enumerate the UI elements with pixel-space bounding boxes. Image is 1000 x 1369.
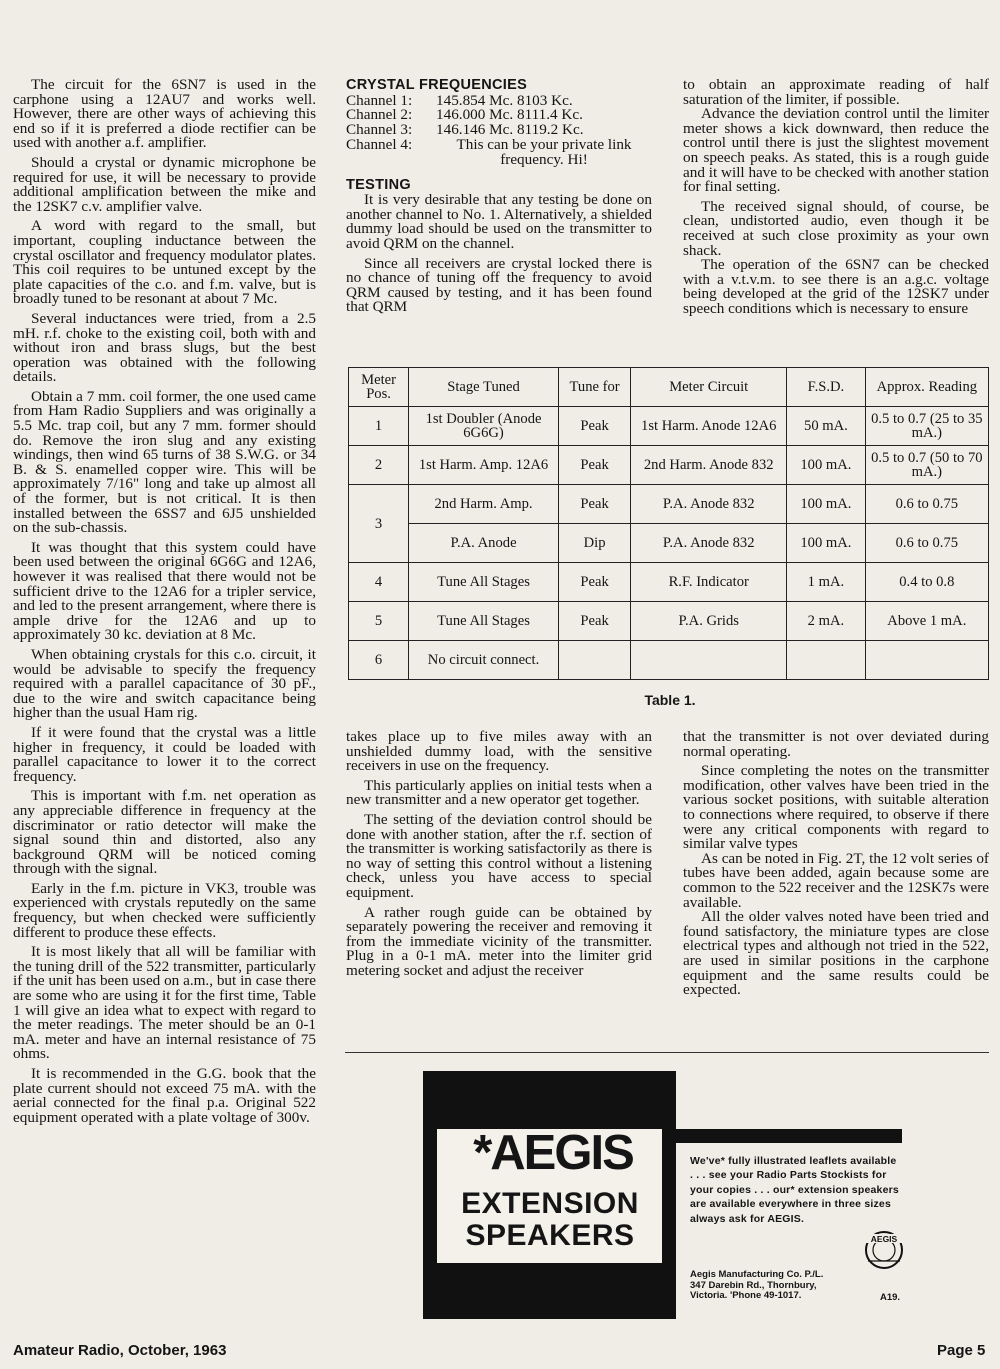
paragraph: that the transmitter is not over deviated during normal operating. (683, 728, 989, 760)
paragraph: Several inductances were tried, from a 2.5 mH. r.f. choke to the existing coil, both with and without iron and brass slugs, but the best operation was obtained with the following details. (13, 309, 316, 386)
cell-tune: Peak (558, 446, 630, 485)
cell-fsd: 100 mA. (787, 446, 865, 485)
table-row (349, 563, 989, 602)
cell-stage: 1st Harm. Amp. 12A6 (409, 446, 559, 485)
column-header: F.S.D. (787, 368, 865, 407)
cell-reading: 0.5 to 0.7 (50 to 70 mA.) (865, 446, 988, 485)
aegis-logo-icon (858, 1225, 910, 1275)
column-header: Meter Pos. (349, 368, 409, 407)
cell-reading (865, 641, 988, 680)
channel-label: Channel 4: (346, 135, 413, 153)
ad-line-2: SPEAKERS (465, 1219, 635, 1252)
company-address: 347 Darebin Rd., Thornbury, (690, 1279, 817, 1291)
cell-stage: 2nd Harm. Amp. (409, 485, 559, 524)
paragraph: Obtain a 7 mm. coil former, the one used came from Ham Radio Suppliers and was originally a 5.5 Mc. trap coil, but any 7 mm. former should do. Remove the iron slug and any existing windings, then wind 65 turns of 38 S.W.G. or 34 B. & S. enamelled copper wire. This will be approximately 7/16" long and take up almost all of the former, but is not critical. It is then installed between the 6SS7 and 6J5 unshielded on the sub-chassis. (13, 387, 316, 537)
cell-tune (558, 641, 630, 680)
cell-circuit: P.A. Anode 832 (631, 524, 787, 563)
cell-pos: 3 (349, 485, 409, 563)
channel-label: Channel 2: (346, 106, 413, 124)
paragraph: It is most likely that all will be familiar with the tuning drill of the 522 transmitter, particularly if the unit has been used on a.m., but in case there are some who are using it for the first time, Table 1 will give an idea what to expect with regard to the meter readings. The meter should be an 0-1 mA. meter and have an internal resistance of 75 ohms. (13, 943, 316, 1063)
cell-circuit: 1st Harm. Anode 12A6 (631, 407, 787, 446)
paragraph: All the older valves noted have been tried and found satisfactory, the miniature types are close electrical types and although not tried in the 522, are used in similar positions in the carphone equipment and the same results could be expected. (683, 908, 989, 999)
cell-fsd: 2 mA. (787, 602, 865, 641)
channel-value: This can be your private link frequency. Hi! (456, 135, 632, 168)
column-header: Approx. Reading (865, 368, 988, 407)
logo-text: AEGIS (870, 1234, 898, 1244)
channel-label: Channel 3: (346, 121, 413, 139)
cell-circuit: R.F. Indicator (631, 563, 787, 602)
cell-tune: Peak (558, 563, 630, 602)
table-row (349, 641, 989, 680)
paragraph: This particularly applies on initial tests when a new transmitter and a new operator get together. (346, 776, 652, 809)
column-header: Meter Circuit (631, 368, 787, 407)
cell-tune: Peak (558, 407, 630, 446)
paragraph: Early in the f.m. picture in VK3, trouble was experienced with crystals reputedly on the same frequency, but when checked were sufficiently different to produce these effects. (13, 879, 316, 941)
ad-company (690, 1270, 850, 1302)
cell-stage: 1st Doubler (Anode 6G6G) (409, 407, 559, 446)
cell-circuit: P.A. Grids (631, 602, 787, 641)
right-column (683, 78, 989, 322)
middle-column-lower (346, 730, 652, 984)
ad-brand: *AEGIS (473, 1126, 633, 1180)
paragraph: This is important with f.m. net operation as any appreciable difference in frequency at the discriminator or ratio detector will make the signal sound thin and distorted, also any background QRM will be noticed coming through with the signal. (13, 787, 316, 878)
cell-stage: No circuit connect. (409, 641, 559, 680)
advertisement-bar (676, 1129, 902, 1143)
table-row (349, 446, 989, 485)
paragraph: Since completing the notes on the transmitter modification, other valves have been tried in the various socket positions, with suitable alteration to connections where required, to observe if there were any critical components with regard to similar valve types (683, 762, 989, 853)
page-number: Page 5 (937, 1342, 986, 1359)
table-row (349, 485, 989, 524)
paragraph: The setting of the deviation control should be done with another station, after the r.f. section of the transmitter is working satisfactorily as there is no way of setting this control without a listening check, unless you have access to special equipment. (346, 810, 652, 901)
cell-tune: Peak (558, 602, 630, 641)
paragraph: takes place up to five miles away with an unshielded dummy load, with the sensitive receivers in use on the frequency. (346, 728, 652, 775)
cell-reading: 0.6 to 0.75 (865, 524, 988, 563)
paragraph: A word with regard to the small, but important, coupling inductance between the crystal oscillator and frequency modulator plates. This coil requires to be untuned except by the plate capacities of the c.o. and f.m. valve, but is broadly tuned to be resonant at about 7 Mc. (13, 217, 316, 308)
footer-publication: Amateur Radio, October, 1963 (13, 1342, 227, 1359)
channel-value: 146.000 Mc. 8111.4 Kc. (436, 106, 583, 124)
column-header: Stage Tuned (409, 368, 559, 407)
testing-heading: TESTING (346, 176, 411, 193)
frequency-row (346, 135, 652, 168)
cell-fsd: 1 mA. (787, 563, 865, 602)
paragraph: Advance the deviation control until the limiter meter shows a kick downward, then reduce the control until there is just the slightest movement on speech peaks. As stated, this is a rough guide and it will have to be checked with another station for final setting. (683, 105, 989, 196)
paragraph: The received signal should, of course, be clean, undistorted audio, even though it be received at such close proximity as your own shack. (683, 197, 989, 259)
cell-pos: 2 (349, 446, 409, 485)
cell-circuit: P.A. Anode 832 (631, 485, 787, 524)
cell-stage: Tune All Stages (409, 602, 559, 641)
table-row (349, 407, 989, 446)
paragraph: Should a crystal or dynamic microphone be required for use, it will be necessary to provide additional amplification between the mike and the 12SK7 c.v. amplifier valve. (13, 153, 316, 215)
cell-circuit (631, 641, 787, 680)
cell-fsd (787, 641, 865, 680)
cell-pos: 1 (349, 407, 409, 446)
column-header: Tune for (558, 368, 630, 407)
paragraph: If it were found that the crystal was a little higher in frequency, it could be loaded with parallel capacitance to lower it to the correct frequency. (13, 723, 316, 785)
crystal-frequencies-heading: CRYSTAL FREQUENCIES (346, 77, 528, 93)
ad-line-1: EXTENSION (461, 1187, 639, 1220)
table-header-row (349, 368, 989, 407)
paragraph: As can be noted in Fig. 2T, the 12 volt series of tubes have been added, again because some are common to the 522 receiver and the 12SK7s were available. (683, 849, 989, 911)
cell-stage: Tune All Stages (409, 563, 559, 602)
cell-pos: 4 (349, 563, 409, 602)
paragraph: When obtaining crystals for this c.o. circuit, it would be advisable to specify the frequency required with a parallel capacitance of 30 pF., due to the wire and switch capacitance being higher than the usual Ham rig. (13, 645, 316, 722)
cell-reading: Above 1 mA. (865, 602, 988, 641)
cell-reading: 0.4 to 0.8 (865, 563, 988, 602)
table-row (349, 524, 989, 563)
paragraph: A rather rough guide can be obtained by separately powering the receiver and removing it from the immediate vicinity of the transmitter. Plug in a 0-1 mA. meter into the limiter grid metering socket and adjust the receiver (346, 903, 652, 979)
cell-pos: 5 (349, 602, 409, 641)
paragraph: It is recommended in the G.G. book that the plate current should not exceed 75 mA. with the aerial connected for the final p.a. Original 522 equipment operated with a plate voltage of 300v. (13, 1065, 316, 1126)
cell-fsd: 100 mA. (787, 524, 865, 563)
middle-column (346, 78, 652, 320)
cell-fsd: 50 mA. (787, 407, 865, 446)
cell-tune: Dip (558, 524, 630, 563)
table-caption: Table 1. (644, 692, 696, 708)
paragraph: The circuit for the 6SN7 is used in the carphone using a 12AU7 and works well. However, there are other ways of achieving this end so if it is preferred a diode rectifier can be used with another a.f. amplifier. (13, 76, 316, 152)
right-column-lower (683, 730, 989, 1003)
table-row (349, 602, 989, 641)
paragraph: It was thought that this system could have been used between the original 6G6G and 12A6, however it was realised that there would not be sufficient drive to the 12A6 for a tripler service, and led to the present arrangement, where there is ample drive for the 12A6 and up to approximately 30 kc. deviation at 8 Mc. (13, 538, 316, 644)
company-phone: Victoria. 'Phone 49-1017. (690, 1290, 802, 1301)
cell-reading: 0.6 to 0.75 (865, 485, 988, 524)
paragraph: Since all receivers are crystal locked there is no chance of tuning off the frequency to avoid QRM caused by testing, and it has been found that QRM (346, 254, 652, 316)
ad-code: A19. (880, 1292, 901, 1303)
channel-value: 146.146 Mc. 8119.2 Kc. (436, 121, 584, 139)
cell-tune: Peak (558, 485, 630, 524)
paragraph: to obtain an approximate reading of half saturation of the limiter, if possible. (683, 76, 989, 108)
cell-fsd: 100 mA. (787, 485, 865, 524)
cell-circuit: 2nd Harm. Anode 832 (631, 446, 787, 485)
paragraph: The operation of the 6SN7 can be checked with a v.t.v.m. to see there is an a.g.c. voltage being developed at the grid of the 12SK7 under speech conditions which is necessary to ensure (683, 256, 989, 317)
company-name: Aegis Manufacturing Co. P./L. (690, 1269, 824, 1280)
cell-reading: 0.5 to 0.7 (25 to 35 mA.) (865, 407, 988, 446)
channel-label: Channel 1: (346, 91, 413, 109)
cell-pos: 6 (349, 641, 409, 680)
divider (345, 1052, 989, 1053)
left-column (13, 78, 316, 1130)
cell-stage: P.A. Anode (409, 524, 559, 563)
meter-readings-table (348, 367, 989, 680)
ad-copy: We've* fully illustrated leaflets available . . . see your Radio Parts Stockists for your copies . . . our* extension speakers are available everywhere in three sizes always ask for AEGIS. (690, 1155, 899, 1225)
channel-value: 145.854 Mc. 8103 Kc. (436, 91, 573, 109)
paragraph: It is very desirable that any testing be done on another channel to No. 1. Alternatively, a shielded dummy load should be used on the transmitter to avoid QRM on the channel. (346, 191, 652, 252)
